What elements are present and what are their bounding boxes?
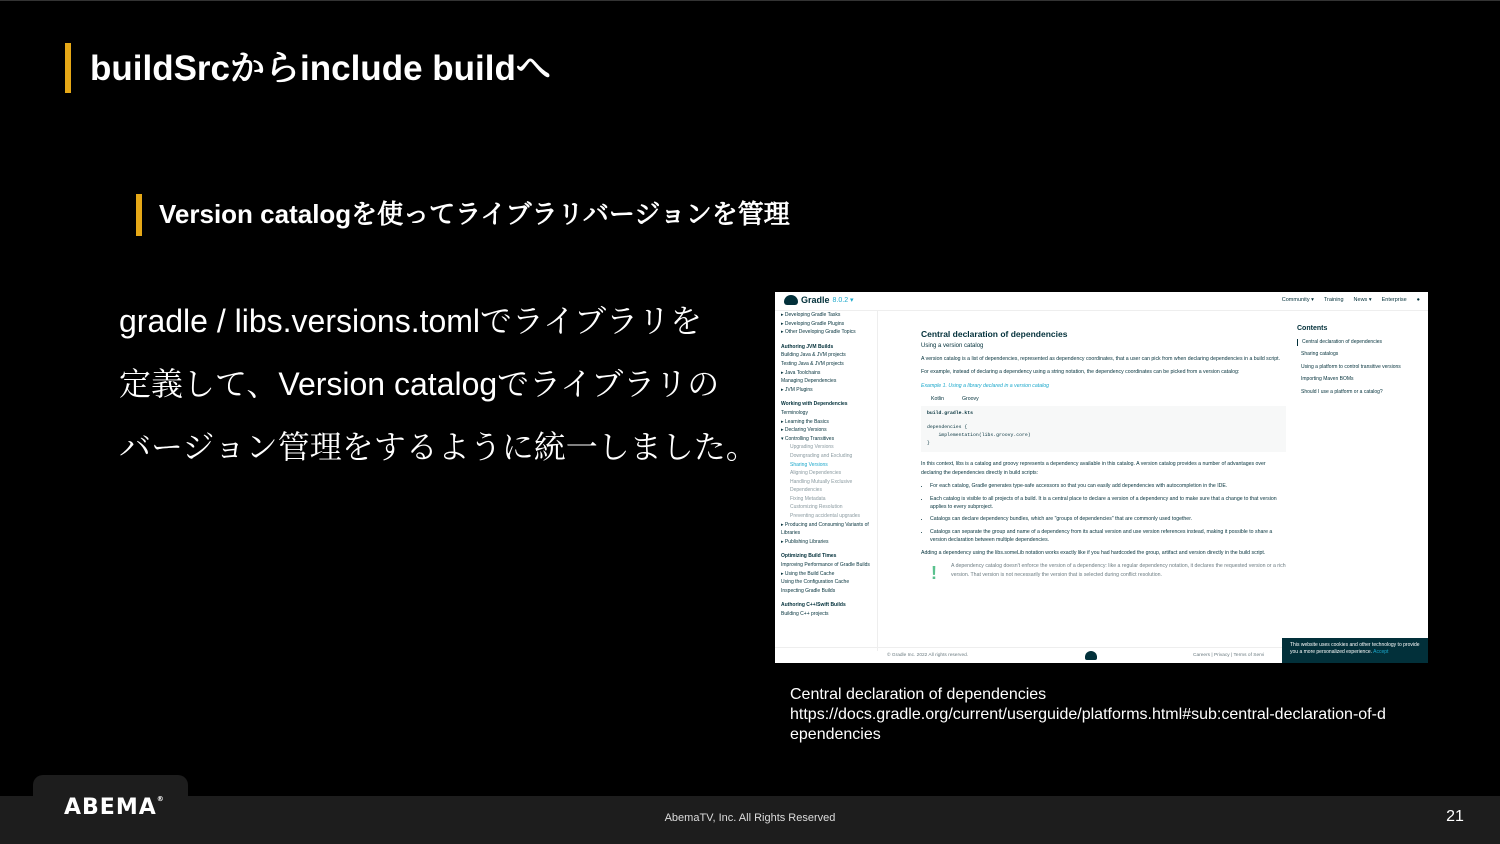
- body-line: gradle / libs.versions.tomlでライブラリを: [119, 303, 703, 339]
- docs-copyright: © Gradle Inc. 2022 All rights reserved.: [887, 653, 969, 658]
- slide-body: [119, 290, 759, 479]
- subtitle-accent-bar: [136, 194, 142, 236]
- nav-link: Community ▾: [1281, 297, 1314, 303]
- elephant-icon: [1085, 651, 1097, 660]
- code-line: }: [927, 441, 930, 447]
- code-filename: build.gradle.kts: [927, 411, 974, 417]
- abema-logo: ABEMA®: [64, 795, 165, 820]
- docs-bullet: • Catalogs can separate the group and name of a dependency from its actual version and use version references instead, making it possible to share a version declaration between multiple dependencies.: [930, 528, 1286, 545]
- page-number: 21: [1446, 808, 1464, 825]
- sidebar-item: Improving Performance of Gradle Builds: [781, 562, 870, 569]
- toc-item: Central declaration of dependencies: [1297, 339, 1417, 347]
- sidebar-item: Testing Java & JVM projects: [781, 360, 844, 367]
- sidebar-item: Inspecting Gradle Builds: [781, 587, 836, 594]
- screenshot-caption: [790, 685, 1430, 745]
- toc-title: Contents: [1297, 325, 1328, 332]
- footer-copyright: AbemaTV, Inc. All Rights Reserved: [664, 812, 836, 824]
- sidebar-item: Optimizing Build Times: [781, 553, 837, 560]
- sidebar-item: ▸ Learning the Basics: [781, 418, 829, 425]
- nav-link: Enterprise: [1381, 297, 1407, 303]
- docs-bullet: • Catalogs can declare dependency bundles, which are "groups of dependencies" that are commonly used together.: [930, 515, 1286, 523]
- docs-note: [921, 562, 1286, 584]
- toc-item: Importing Maven BOMs: [1301, 376, 1354, 382]
- sidebar-item: ▸ Developing Gradle Tasks: [781, 312, 841, 318]
- docs-footer-links: Careers | Privacy | Terms of Servi: [1193, 653, 1265, 658]
- cookie-accept: Accept: [1373, 649, 1389, 655]
- sidebar-item: ▸ Publishing Libraries: [781, 538, 829, 545]
- sidebar-item: ▸ JVM Plugins: [781, 386, 813, 393]
- sidebar-item: ▸ Producing and Consuming Variants of Libraries: [781, 521, 869, 537]
- elephant-icon: [784, 295, 798, 305]
- docs-main-content: [921, 330, 1286, 584]
- docs-paragraph: For example, instead of declaring a dependency using a string notation, the dependency coordinates can be picked from a version catalog:: [921, 369, 1240, 376]
- docs-paragraph: Adding a dependency using the libs.someLib notation works exactly like if you had hardcoded the group, artifact and version directly in the build script.: [921, 549, 1266, 556]
- version-select: 8.0.2 ▾: [832, 297, 854, 304]
- caption-url: https://docs.gradle.org/current/userguide/platforms.html#sub:central-declaration-of-d: [790, 706, 1386, 723]
- sidebar-item: Managing Dependencies: [781, 378, 837, 385]
- sidebar-item: ▸ Other Developing Gradle Topics: [781, 329, 856, 336]
- docs-bullet: • Each catalog is visible to all projects of a build. It is a central place to declare a version of a dependency and to make sure that a change to that version applies to every subproject.: [930, 495, 1286, 512]
- docs-paragraph: A version catalog is a list of dependencies, represented as dependency coordinates, that a user can pick from when declaring dependencies in a build script.: [921, 355, 1281, 362]
- docs-heading: Central declaration of dependencies: [921, 329, 1068, 339]
- sidebar-item: Authoring JVM Builds: [781, 343, 834, 350]
- body-line: 定義して、Version catalogでライブラリの: [119, 366, 720, 402]
- tab-groovy: Groovy: [961, 396, 979, 403]
- code-tabs: [931, 395, 1286, 403]
- caption-url-cont: ependencies: [790, 726, 881, 743]
- sidebar-item: Upgrading Versions: [790, 444, 834, 451]
- sidebar-item: ▾ Controlling Transitives: [781, 435, 835, 442]
- sidebar-item: Fixing Metadata: [790, 495, 826, 502]
- exclamation-icon: !: [931, 563, 937, 584]
- code-line: implementation(libs.groovy.core): [927, 433, 1031, 439]
- nav-link: News ▾: [1353, 297, 1372, 303]
- toc-item: Using a platform to control transitive versions: [1301, 363, 1401, 370]
- tab-kotlin: Kotlin: [931, 396, 944, 403]
- docs-paragraph: In this context, libs is a catalog and groovy represents a dependency available in this catalog. A version catalog provides a number of advantages over declaring the dependencies directly in build scripts:: [921, 461, 1266, 476]
- sidebar-item: Building Java & JVM projects: [781, 352, 846, 359]
- slide-subtitle: Version catalogを使ってライブラリバージョンを管理: [159, 199, 790, 229]
- slide-title: buildSrcからinclude buildへ: [90, 49, 551, 88]
- sidebar-item: ▸ Using the Build Cache: [781, 570, 835, 577]
- docs-sidebar: [775, 311, 878, 651]
- sidebar-item: Downgrading and Excluding: [790, 452, 853, 459]
- sidebar-item: ▸ Declaring Versions: [781, 427, 827, 434]
- top-rule: [0, 0, 1500, 1]
- body-line: バージョン管理をするように統一しました。: [119, 429, 758, 465]
- title-accent-bar: [65, 43, 71, 93]
- sidebar-item: Sharing Versions: [790, 461, 828, 468]
- sidebar-item: Aligning Dependencies: [790, 470, 842, 477]
- sidebar-item: ▸ Java Toolchains: [781, 369, 821, 376]
- sidebar-item: Customizing Resolution: [790, 504, 843, 511]
- toc-item: Sharing catalogs: [1301, 351, 1339, 357]
- sidebar-item: Preventing accidental upgrades: [790, 513, 861, 520]
- sidebar-item: Working with Dependencies: [781, 401, 848, 408]
- sidebar-item: Terminology: [781, 409, 808, 416]
- toc-item: Should I use a platform or a catalog?: [1301, 388, 1383, 395]
- note-text: A dependency catalog doesn't enforce the version of a dependency: like a regular dependency notation, it declares the requested version or a rich version. That version is not necessarily the version that is selected during conflict resolution.: [951, 563, 1286, 578]
- sidebar-item: ▸ Developing Gradle Plugins: [781, 320, 845, 327]
- gradle-docs-screenshot: [775, 292, 1428, 663]
- nav-link: Training: [1323, 297, 1344, 303]
- sidebar-item: Handling Mutually Exclusive Dependencies: [790, 478, 853, 494]
- docs-subheading: Using a version catalog: [921, 343, 984, 350]
- logo-text: ABEMA: [64, 795, 157, 820]
- docs-navbar: [775, 292, 1428, 311]
- code-line: dependencies {: [927, 425, 968, 431]
- github-icon: ●: [1416, 297, 1420, 303]
- docs-bullet: • For each catalog, Gradle generates type-safe accessors so that you can easily add dependencies with autocompletion in the IDE.: [930, 482, 1286, 490]
- code-block: [921, 406, 1286, 452]
- cookie-text: This website uses cookies and other technology to provide you a more personalized experience.: [1290, 642, 1420, 655]
- caption-title: Central declaration of dependencies: [790, 686, 1047, 703]
- sidebar-item: Building C++ projects: [781, 611, 829, 617]
- cookie-banner: [1282, 638, 1428, 663]
- docs-toc: [1297, 325, 1417, 401]
- sidebar-item: Authoring C++/Swift Builds: [781, 602, 846, 609]
- gradle-logo: [784, 295, 854, 305]
- example-label: Example 1. Using a library declared in a version catalog: [921, 382, 1050, 389]
- sidebar-item: Using the Configuration Cache: [781, 579, 850, 586]
- docs-bullets: [921, 482, 1286, 544]
- docs-nav-links: [1282, 297, 1420, 303]
- brand-name: Gradle: [801, 295, 830, 305]
